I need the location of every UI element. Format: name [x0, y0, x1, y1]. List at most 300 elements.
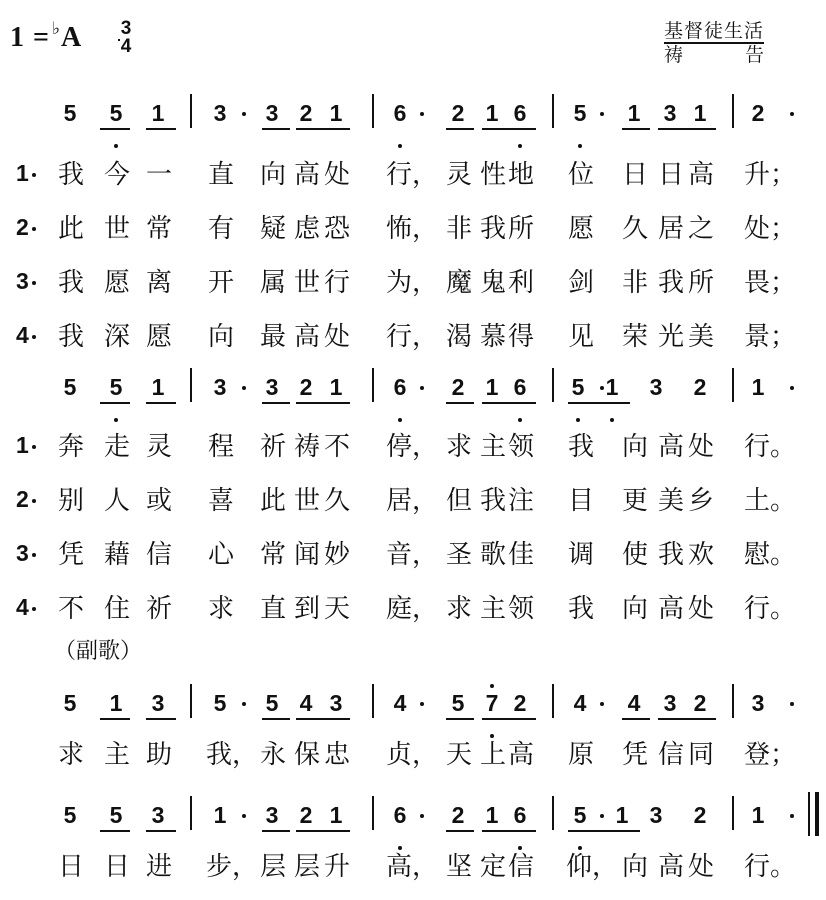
lyric-char: 忠 [323, 740, 350, 770]
lyric-char: 贞， [386, 740, 439, 770]
lyric-char: 地 [507, 160, 534, 190]
dotted-rhythm-dot [242, 112, 246, 116]
verse-number-value: 3 [16, 268, 29, 294]
lyric-char: 愿 [145, 322, 172, 352]
bar-line [732, 684, 734, 718]
lyric-char: 我 [657, 540, 684, 570]
lyric-char: 非 [621, 268, 648, 298]
lyric-char: 求 [207, 594, 234, 624]
lyric-char: 行， [386, 160, 439, 190]
eighth-beam [262, 718, 290, 720]
lyric-char: 藉 [103, 540, 130, 570]
lyric-char: 行。 [744, 852, 797, 882]
low-octave-dot [114, 418, 118, 422]
lyric-char: 信 [657, 740, 684, 770]
lyric-char: 求 [445, 594, 472, 624]
lyric-char: 久 [323, 486, 350, 516]
dotted-rhythm-dot [790, 112, 794, 116]
bar-line [372, 368, 374, 402]
verse-number-value: 3 [16, 540, 29, 566]
verse-number [16, 432, 36, 459]
verse-line [0, 480, 826, 520]
dotted-rhythm-dot [420, 386, 424, 390]
dotted-rhythm-dot [790, 386, 794, 390]
lyric-char: 圣 [445, 540, 472, 570]
eighth-beam [146, 128, 176, 130]
verse-number-value: 2 [16, 214, 29, 240]
hymn-title-char-1: 祷 [664, 44, 684, 66]
lyric-char: 剑 [567, 268, 594, 298]
lyric-char: 处 [323, 160, 350, 190]
note: 1 [329, 374, 343, 400]
lyric-char: 我 [57, 160, 84, 190]
note: 3 [151, 802, 165, 828]
bar-line [552, 684, 554, 718]
eighth-beam [482, 830, 536, 832]
lyric-char: 步， [206, 852, 259, 882]
lyric-char: 主 [479, 432, 506, 462]
verse-number [16, 322, 36, 349]
verse-number [16, 214, 36, 241]
verse-number-value: 4 [16, 594, 29, 620]
note: 6 [513, 374, 527, 400]
lyric-char: 向 [621, 594, 648, 624]
note: 3 [649, 374, 663, 400]
lyric-char: 喜 [207, 486, 234, 516]
bar-line [552, 368, 554, 402]
note: 2 [451, 802, 465, 828]
lyric-char: 处 [687, 432, 714, 462]
lyric-char: 开 [207, 268, 234, 298]
eighth-beam [568, 402, 630, 404]
time-signature [118, 20, 134, 56]
lyric-char: 怖， [386, 214, 439, 244]
lyric-char: 灵 [145, 432, 172, 462]
lyric-char: 求 [57, 740, 84, 770]
note: 5 [265, 690, 279, 716]
lyric-char: 高 [657, 594, 684, 624]
bar-line [372, 796, 374, 830]
lyric-char: 目 [567, 486, 594, 516]
low-octave-dot [398, 418, 402, 422]
lyric-char: 更 [621, 486, 648, 516]
lyric-char: 得 [507, 322, 534, 352]
lyric-char: 深 [103, 322, 130, 352]
lyric-char: 高 [657, 852, 684, 882]
chorus-line [0, 734, 826, 774]
verse-number-dot [32, 227, 36, 231]
lyric-char: 行。 [744, 432, 797, 462]
lyric-char: 见 [567, 322, 594, 352]
verse-number-value: 1 [16, 160, 29, 186]
note: 3 [265, 374, 279, 400]
lyric-char: 日 [621, 160, 648, 190]
lyric-char: 久 [621, 214, 648, 244]
note: 5 [109, 374, 123, 400]
note: 1 [605, 374, 619, 400]
note: 5 [451, 690, 465, 716]
lyric-char: 向 [207, 322, 234, 352]
note: 5 [63, 100, 77, 126]
note: 2 [693, 690, 707, 716]
note: 5 [63, 690, 77, 716]
eighth-beam [146, 718, 176, 720]
note: 5 [213, 690, 227, 716]
eighth-beam [146, 830, 176, 832]
lyric-char: 高 [293, 322, 320, 352]
low-octave-dot [578, 144, 582, 148]
lyric-char: 恐 [323, 214, 350, 244]
lyric-char: 行 [323, 268, 350, 298]
lyric-char: 我 [567, 432, 594, 462]
lyric-char: 高 [507, 740, 534, 770]
lyric-char: 奔 [57, 432, 84, 462]
lyric-char: 信 [507, 852, 534, 882]
lyric-char: 土。 [744, 486, 797, 516]
eighth-beam [100, 128, 130, 130]
lyric-char: 祷 [293, 432, 320, 462]
verse-number-dot [32, 445, 36, 449]
verse-number-dot [32, 173, 36, 177]
lyric-char: 所 [687, 268, 714, 298]
eighth-beam [262, 830, 290, 832]
lyric-char: 直 [207, 160, 234, 190]
note: 5 [109, 100, 123, 126]
dotted-rhythm-dot [790, 814, 794, 818]
lyric-char: 进 [145, 852, 172, 882]
lyric-char: 光 [657, 322, 684, 352]
note: 1 [693, 100, 707, 126]
bar-line [552, 94, 554, 128]
verse-line [0, 208, 826, 248]
note: 2 [451, 100, 465, 126]
note: 4 [573, 690, 587, 716]
dotted-rhythm-dot [420, 702, 424, 706]
eighth-beam [622, 718, 650, 720]
lyric-char: 灵 [445, 160, 472, 190]
lyric-char: 心 [207, 540, 234, 570]
lyric-char: 不 [323, 432, 350, 462]
lyric-char: 性 [479, 160, 506, 190]
note: 3 [213, 374, 227, 400]
note: 6 [393, 374, 407, 400]
low-octave-dot [398, 144, 402, 148]
lyric-char: 日 [103, 852, 130, 882]
note: 3 [265, 100, 279, 126]
verse-number-dot [32, 607, 36, 611]
lyric-char: 但 [445, 486, 472, 516]
hymn-title [664, 44, 764, 66]
final-bar-thick [815, 792, 819, 836]
note: 3 [649, 802, 663, 828]
verse-number-dot [32, 553, 36, 557]
dotted-rhythm-dot [600, 112, 604, 116]
dotted-rhythm-dot [242, 702, 246, 706]
lyric-char: 高， [386, 852, 439, 882]
lyric-char: 慰。 [744, 540, 797, 570]
lyric-char: 畏； [744, 268, 797, 298]
eighth-beam [622, 128, 650, 130]
time-top: 3 [120, 18, 132, 39]
eighth-beam [100, 402, 130, 404]
dotted-rhythm-dot [242, 814, 246, 818]
lyric-char: 上 [479, 740, 506, 770]
lyric-char: 求 [445, 432, 472, 462]
note: 6 [393, 802, 407, 828]
note: 1 [751, 802, 765, 828]
lyric-char: 直 [259, 594, 286, 624]
lyric-char: 此 [259, 486, 286, 516]
lyric-char: 歌 [479, 540, 506, 570]
note: 1 [485, 100, 499, 126]
lyric-char: 信 [145, 540, 172, 570]
verse-line [0, 262, 826, 302]
verse-number-value: 4 [16, 322, 29, 348]
lyric-char: 领 [507, 594, 534, 624]
low-octave-dot [610, 418, 614, 422]
lyric-char: 位 [567, 160, 594, 190]
credit-block [664, 20, 764, 66]
lyric-char: 魔 [445, 268, 472, 298]
lyric-char: 愿 [103, 268, 130, 298]
lyric-char: 原 [567, 740, 594, 770]
lyric-char: 属 [259, 268, 286, 298]
verse-number-dot [32, 281, 36, 285]
lyric-char: 常 [145, 214, 172, 244]
lyric-char: 注 [507, 486, 534, 516]
lyric-char: 我， [206, 740, 259, 770]
note: 1 [485, 802, 499, 828]
lyric-char: 我 [567, 594, 594, 624]
verse-number-dot [32, 335, 36, 339]
note: 2 [751, 100, 765, 126]
note: 3 [151, 690, 165, 716]
lyric-char: 我 [657, 268, 684, 298]
lyric-char: 人 [103, 486, 130, 516]
note: 4 [627, 690, 641, 716]
bar-line [732, 368, 734, 402]
note: 2 [513, 690, 527, 716]
key-letter: A [61, 22, 83, 53]
bar-line [190, 94, 192, 128]
bar-line [552, 796, 554, 830]
eighth-beam [296, 128, 350, 130]
note: 1 [485, 374, 499, 400]
note: 2 [299, 100, 313, 126]
lyric-char: 调 [567, 540, 594, 570]
note: 2 [693, 374, 707, 400]
verse-number [16, 486, 36, 513]
lyric-char: 我 [479, 486, 506, 516]
lyric-char: 使 [621, 540, 648, 570]
lyric-char: 住 [103, 594, 130, 624]
lyric-char: 居， [386, 486, 439, 516]
lyric-char: 世 [103, 214, 130, 244]
note: 6 [513, 802, 527, 828]
eighth-beam [100, 830, 130, 832]
eighth-beam [446, 128, 474, 130]
lyric-char: 到 [293, 594, 320, 624]
lyric-char: 程 [207, 432, 234, 462]
verse-line [0, 534, 826, 574]
lyric-char: 高 [293, 160, 320, 190]
key-prefix: 1 = [10, 22, 50, 53]
lyric-char: 所 [507, 214, 534, 244]
note: 2 [299, 802, 313, 828]
bar-line [732, 94, 734, 128]
lyric-char: 日 [57, 852, 84, 882]
flat-sign: ♭ [51, 19, 61, 38]
verse-number-value: 1 [16, 432, 29, 458]
lyric-char: 走 [103, 432, 130, 462]
low-octave-dot [576, 418, 580, 422]
lyric-char: 我 [57, 322, 84, 352]
lyric-char: 荣 [621, 322, 648, 352]
credit-source: 基督徒生活 [664, 20, 765, 42]
dotted-rhythm-dot [600, 386, 604, 390]
lyric-char: 音， [386, 540, 439, 570]
verse-number-value: 2 [16, 486, 29, 512]
note: 3 [329, 690, 343, 716]
note: 2 [693, 802, 707, 828]
lyric-char: 我 [57, 268, 84, 298]
lyric-char: 一 [145, 160, 172, 190]
lyric-char: 佳 [507, 540, 534, 570]
chorus-label: （副歌） [54, 639, 143, 664]
lyric-char: 或 [145, 486, 172, 516]
note: 6 [393, 100, 407, 126]
lyric-char: 向 [621, 432, 648, 462]
note: 1 [627, 100, 641, 126]
lyric-char: 永 [259, 740, 286, 770]
note: 1 [615, 802, 629, 828]
bar-line [372, 684, 374, 718]
bar-line [732, 796, 734, 830]
lyric-char: 仰， [566, 852, 619, 882]
note: 4 [393, 690, 407, 716]
verse-number [16, 540, 36, 567]
lyric-char: 美 [657, 486, 684, 516]
eighth-beam [482, 402, 536, 404]
verse-line [0, 154, 826, 194]
lyric-char: 保 [293, 740, 320, 770]
lyric-char: 坚 [445, 852, 472, 882]
note: 3 [213, 100, 227, 126]
verse-line [0, 316, 826, 356]
lyric-char: 利 [507, 268, 534, 298]
lyric-char: 世 [293, 268, 320, 298]
note: 5 [573, 802, 587, 828]
lyric-char: 此 [57, 214, 84, 244]
lyric-char: 闻 [293, 540, 320, 570]
dotted-rhythm-dot [790, 702, 794, 706]
note: 6 [513, 100, 527, 126]
verse-number [16, 594, 36, 621]
time-bottom: 4 [120, 36, 132, 57]
lyric-char: 鬼 [479, 268, 506, 298]
eighth-beam [658, 128, 716, 130]
eighth-beam [446, 830, 474, 832]
lyric-char: 主 [479, 594, 506, 624]
lyric-char: 日 [657, 160, 684, 190]
note: 7 [485, 690, 499, 716]
verse-number [16, 160, 36, 187]
note: 5 [573, 100, 587, 126]
key-signature [10, 19, 83, 54]
lyric-char: 凭 [621, 740, 648, 770]
note: 1 [151, 100, 165, 126]
lyric-char: 之 [687, 214, 714, 244]
eighth-beam [296, 718, 350, 720]
note: 1 [213, 802, 227, 828]
verse-line [0, 588, 826, 628]
lyric-char: 疑 [259, 214, 286, 244]
note: 1 [109, 690, 123, 716]
lyric-char: 最 [259, 322, 286, 352]
dotted-rhythm-dot [600, 702, 604, 706]
note: 1 [751, 374, 765, 400]
note: 5 [63, 374, 77, 400]
note: 3 [751, 690, 765, 716]
lyric-char: 不 [57, 594, 84, 624]
note: 5 [109, 802, 123, 828]
lyric-char: 乡 [687, 486, 714, 516]
low-octave-dot [518, 418, 522, 422]
eighth-beam [482, 128, 536, 130]
lyric-char: 停， [386, 432, 439, 462]
lyric-char: 世 [293, 486, 320, 516]
lyric-char: 层 [293, 852, 320, 882]
lyric-char: 升 [323, 852, 350, 882]
lyric-char: 助 [145, 740, 172, 770]
note: 2 [299, 374, 313, 400]
lyric-char: 美 [687, 322, 714, 352]
lyric-char: 处； [744, 214, 797, 244]
lyric-char: 常 [259, 540, 286, 570]
low-octave-dot [518, 144, 522, 148]
bar-line [190, 796, 192, 830]
bar-line [372, 94, 374, 128]
note: 3 [663, 690, 677, 716]
lyric-char: 向 [259, 160, 286, 190]
lyric-char: 主 [103, 740, 130, 770]
verse-number [16, 268, 36, 295]
lyric-char: 祈 [259, 432, 286, 462]
dotted-rhythm-dot [420, 112, 424, 116]
lyric-char: 为， [386, 268, 439, 298]
lyric-char: 高 [687, 160, 714, 190]
eighth-beam [446, 402, 474, 404]
high-octave-dot [490, 684, 494, 688]
eighth-beam [146, 402, 176, 404]
lyric-char: 处 [687, 594, 714, 624]
lyric-char: 欢 [687, 540, 714, 570]
eighth-beam [100, 718, 130, 720]
eighth-beam [446, 718, 474, 720]
lyric-char: 高 [657, 432, 684, 462]
lyric-char: 庭， [386, 594, 439, 624]
lyric-char: 行。 [744, 594, 797, 624]
lyric-char: 登； [744, 740, 797, 770]
eighth-beam [262, 128, 290, 130]
lyric-char: 凭 [57, 540, 84, 570]
lyric-char: 慕 [479, 322, 506, 352]
lyric-char: 天 [445, 740, 472, 770]
lyric-char: 升； [744, 160, 797, 190]
bar-line [190, 368, 192, 402]
chorus-line [0, 846, 826, 886]
low-octave-dot [114, 144, 118, 148]
